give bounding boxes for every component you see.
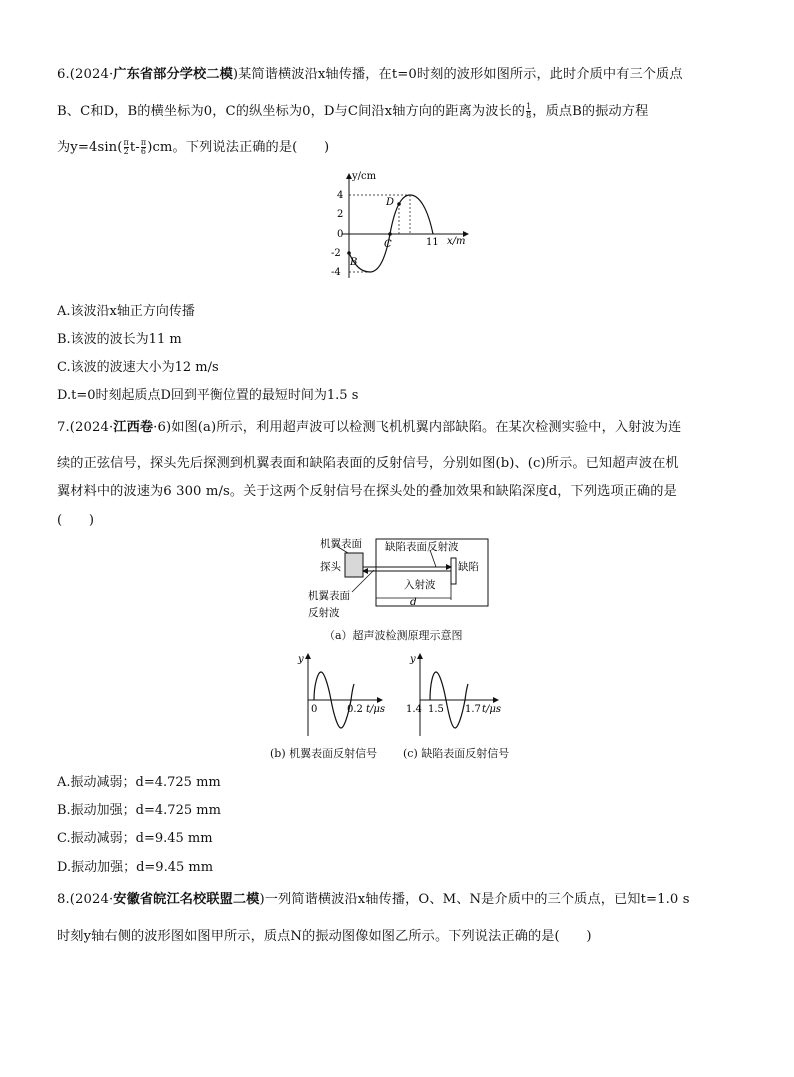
q6-stem-3c: )cm。下列说法正确的是( ): [147, 140, 330, 155]
q6-line-3: [57, 136, 329, 156]
q7-option-a[interactable]: A.振动减弱；d=4.725 mm: [57, 775, 221, 790]
q6-stem-2a: B、C和D，B的横坐标为0，C的纵坐标为0，D与C间沿x轴方向的距离为波长的: [57, 104, 526, 119]
q7-line-3: 翼材料中的波速为6 300 m/s。关于这两个反射信号在探头处的叠加效果和缺陷深度d，下列选项正确的是: [57, 484, 677, 499]
q7-line-1: [57, 416, 681, 435]
q6-stem-3a: 为y=4sin(: [57, 140, 123, 155]
q6-line-2: [57, 100, 648, 120]
q6-stem-3b: t-: [129, 140, 140, 155]
q7c-x-label: t/μs: [482, 704, 502, 715]
q7-stem-1: 如图(a)所示，利用超声波可以检测飞机机翼内部缺陷。在某次检测实验中，入射波为连: [171, 420, 682, 435]
q7-source-close: ·6): [153, 420, 172, 435]
q7-option-b[interactable]: B.振动加强；d=4.725 mm: [57, 803, 221, 818]
q7-caption-b: (b) 机翼表面反射信号: [270, 747, 378, 760]
q6-point-d: [397, 202, 401, 206]
q7-label-incident: 入射波: [404, 579, 436, 591]
q8-line-2: 时刻y轴右侧的波形图如图甲所示，质点N的振动图像如图乙所示。下列说法正确的是( ): [57, 929, 592, 944]
q7-graph-c: [402, 650, 506, 742]
q7b-x-label: t/μs: [366, 704, 386, 715]
q8-source-open: (2024·: [69, 892, 114, 907]
q7b-tick-02: 0.2: [347, 704, 363, 715]
q6-tick-m4: -4: [331, 267, 341, 278]
q8-stem-1: 一列简谐横波沿x轴传播，O、M、N是介质中的三个质点，已知t=1.0 s: [264, 892, 690, 907]
q6-option-d[interactable]: D.t=0时刻起质点D回到平衡位置的最短时间为1.5 s: [57, 388, 359, 403]
q6-label-b: B: [350, 257, 358, 268]
q6-fraction-pi-6: $\frac{\pi}{6}$: [140, 138, 147, 156]
q7-diagram-a: [300, 534, 500, 624]
q6-source-open: (2024·: [69, 67, 114, 82]
q6-label-c: C: [384, 239, 392, 250]
q7c-tick-15: 1.5: [428, 704, 444, 715]
q6-tick-11: 11: [426, 237, 439, 248]
q6-option-b[interactable]: B.该波的波长为11 m: [57, 332, 182, 347]
q7-line-2: 续的正弦信号，探头先后探测到机翼表面和缺陷表面的反射信号，分别如图(b)、(c)所示。已知超声波在机: [57, 456, 679, 471]
q7-label-surface-reflect-1: 机翼表面: [308, 590, 350, 602]
q7-line-4: ( ): [57, 513, 95, 528]
q7-source-open: (2024·: [69, 420, 114, 435]
q7-option-c[interactable]: C.振动减弱；d=9.45 mm: [57, 831, 213, 846]
q7c-y-label: y: [410, 654, 416, 665]
q7-label-defect-reflect: 缺陷表面反射波: [385, 541, 459, 553]
q7-probe-box: [345, 553, 363, 577]
q7-number: 7.: [57, 420, 70, 435]
q7-label-d: d: [410, 596, 417, 608]
q6-fraction-1-8: $\frac{1}{8}$: [526, 102, 532, 120]
q7b-tick-0: 0: [311, 704, 318, 715]
q6-fraction-pi-2: $\frac{\pi}{2}$: [123, 138, 129, 156]
q7-label-surface-reflect-2: 反射波: [308, 607, 340, 619]
q6-tick-m2: -2: [331, 248, 341, 259]
q6-point-b: [347, 251, 351, 255]
q7c-tick-14: 1.4: [406, 704, 422, 715]
q6-tick-0: 0: [337, 229, 344, 240]
q6-option-a[interactable]: A.该波沿x轴正方向传播: [57, 304, 195, 319]
q6-wave-graph: [322, 168, 472, 286]
q6-point-c: [388, 232, 392, 236]
q6-option-c[interactable]: C.该波的波速大小为12 m/s: [57, 360, 219, 375]
q7-label-probe: 探头: [320, 561, 341, 573]
q6-source: 广东省部分学校二模: [113, 67, 233, 82]
q6-y-label: y/cm: [352, 171, 377, 182]
q6-number: 6.: [57, 67, 70, 82]
q6-tick-4: 4: [337, 190, 344, 201]
q8-source-close: ): [259, 892, 265, 907]
q6-source-close: ): [232, 67, 239, 82]
q7-caption-a: （a）超声波检测原理示意图: [324, 629, 463, 642]
q7-defect-bar: [451, 558, 456, 584]
q7-source: 江西卷: [113, 420, 154, 435]
q7-label-defect: 缺陷: [458, 561, 479, 573]
q6-stem-1: 某简谐横波沿x轴传播，在t=0时刻的波形如图所示，此时介质中有三个质点: [238, 67, 683, 82]
q6-tick-2: 2: [337, 209, 344, 220]
q6-line-1: [57, 63, 683, 82]
q7b-y-label: y: [298, 654, 304, 665]
q7-label-wing-surface: 机翼表面: [320, 538, 362, 550]
q6-label-d: D: [386, 197, 395, 208]
q6-stem-2b: ，质点B的振动方程: [532, 104, 649, 119]
q7-option-d[interactable]: D.振动加强；d=9.45 mm: [57, 860, 214, 875]
q8-source: 安徽省皖江名校联盟二模: [113, 892, 260, 907]
q8-number: 8.: [57, 892, 70, 907]
q7c-tick-17: 1.7: [465, 704, 481, 715]
q7-graph-b: [290, 650, 390, 742]
q8-line-1: [57, 888, 690, 907]
q6-x-label: x/m: [447, 236, 466, 247]
q7-caption-c: (c) 缺陷表面反射信号: [403, 747, 510, 760]
